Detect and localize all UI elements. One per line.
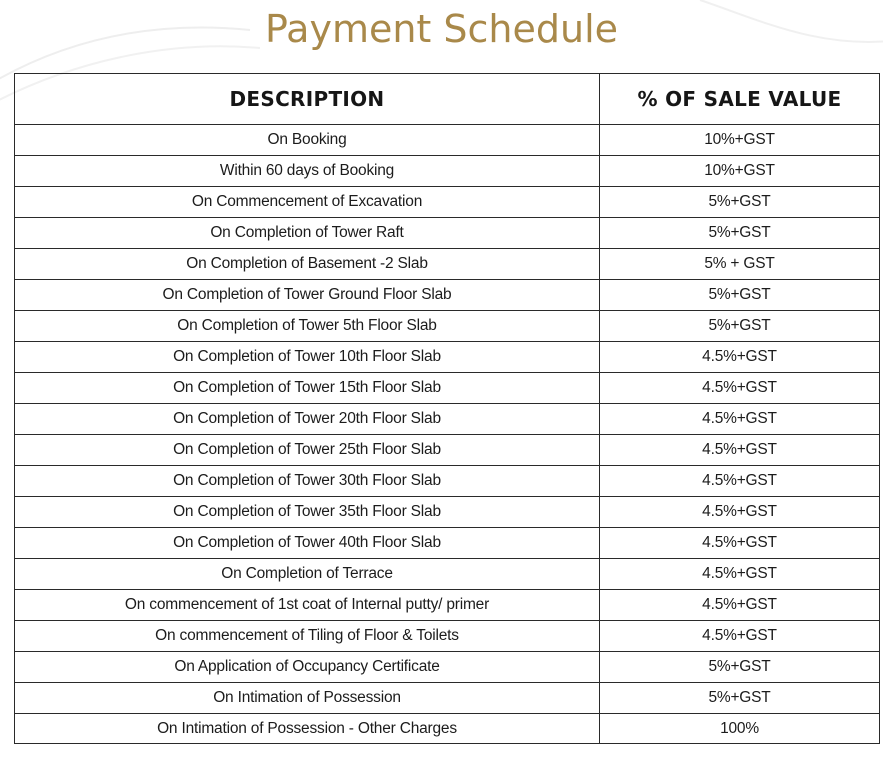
row-description: On Completion of Tower 40th Floor Slab (15, 528, 600, 559)
table-row (15, 218, 880, 249)
row-sale-value: 100% (600, 714, 880, 744)
row-sale-value: 5% + GST (600, 249, 880, 280)
row-description: On Completion of Terrace (15, 559, 600, 590)
header-description: DESCRIPTION (15, 74, 600, 125)
table-body (15, 125, 880, 744)
table-row (15, 683, 880, 714)
row-description: On Completion of Tower 15th Floor Slab (15, 373, 600, 404)
row-sale-value: 4.5%+GST (600, 621, 880, 652)
table-row (15, 404, 880, 435)
row-sale-value: 4.5%+GST (600, 435, 880, 466)
table-row (15, 466, 880, 497)
table-row (15, 528, 880, 559)
row-description: On Completion of Tower 10th Floor Slab (15, 342, 600, 373)
row-sale-value: 4.5%+GST (600, 404, 880, 435)
row-description: On Intimation of Possession (15, 683, 600, 714)
row-sale-value: 5%+GST (600, 187, 880, 218)
table-row (15, 125, 880, 156)
row-description: On Commencement of Excavation (15, 187, 600, 218)
table-row (15, 156, 880, 187)
table-row (15, 590, 880, 621)
table-row (15, 652, 880, 683)
row-sale-value: 5%+GST (600, 652, 880, 683)
row-description: On commencement of 1st coat of Internal putty/ primer (15, 590, 600, 621)
row-sale-value: 4.5%+GST (600, 373, 880, 404)
table-row (15, 714, 880, 744)
row-description: On Completion of Tower 35th Floor Slab (15, 497, 600, 528)
row-description: On Completion of Tower 25th Floor Slab (15, 435, 600, 466)
row-description: On Application of Occupancy Certificate (15, 652, 600, 683)
row-sale-value: 4.5%+GST (600, 590, 880, 621)
row-sale-value: 4.5%+GST (600, 342, 880, 373)
row-description: On Booking (15, 125, 600, 156)
row-sale-value: 5%+GST (600, 683, 880, 714)
table-row (15, 342, 880, 373)
row-description: On Completion of Tower Ground Floor Slab (15, 280, 600, 311)
row-sale-value: 5%+GST (600, 280, 880, 311)
row-sale-value: 4.5%+GST (600, 559, 880, 590)
page-title: Payment Schedule (264, 7, 619, 51)
table-row (15, 435, 880, 466)
row-sale-value: 10%+GST (600, 125, 880, 156)
header-sale-value: % OF SALE VALUE (600, 74, 880, 125)
row-description: On Completion of Basement -2 Slab (15, 249, 600, 280)
table-row (15, 187, 880, 218)
row-description: On Completion of Tower 5th Floor Slab (15, 311, 600, 342)
row-description: On Completion of Tower 20th Floor Slab (15, 404, 600, 435)
table-row (15, 280, 880, 311)
row-description: On commencement of Tiling of Floor & Toilets (15, 621, 600, 652)
table-row (15, 559, 880, 590)
table-row (15, 497, 880, 528)
row-sale-value: 4.5%+GST (600, 528, 880, 559)
payment-schedule-table (14, 73, 880, 744)
row-description: On Intimation of Possession - Other Charges (15, 714, 600, 744)
row-description: Within 60 days of Booking (15, 156, 600, 187)
row-sale-value: 10%+GST (600, 156, 880, 187)
table-row (15, 621, 880, 652)
table-row (15, 373, 880, 404)
table-header-row (15, 74, 880, 125)
row-sale-value: 4.5%+GST (600, 497, 880, 528)
row-sale-value: 4.5%+GST (600, 466, 880, 497)
row-sale-value: 5%+GST (600, 218, 880, 249)
table-row (15, 249, 880, 280)
row-description: On Completion of Tower Raft (15, 218, 600, 249)
table-row (15, 311, 880, 342)
row-sale-value: 5%+GST (600, 311, 880, 342)
row-description: On Completion of Tower 30th Floor Slab (15, 466, 600, 497)
